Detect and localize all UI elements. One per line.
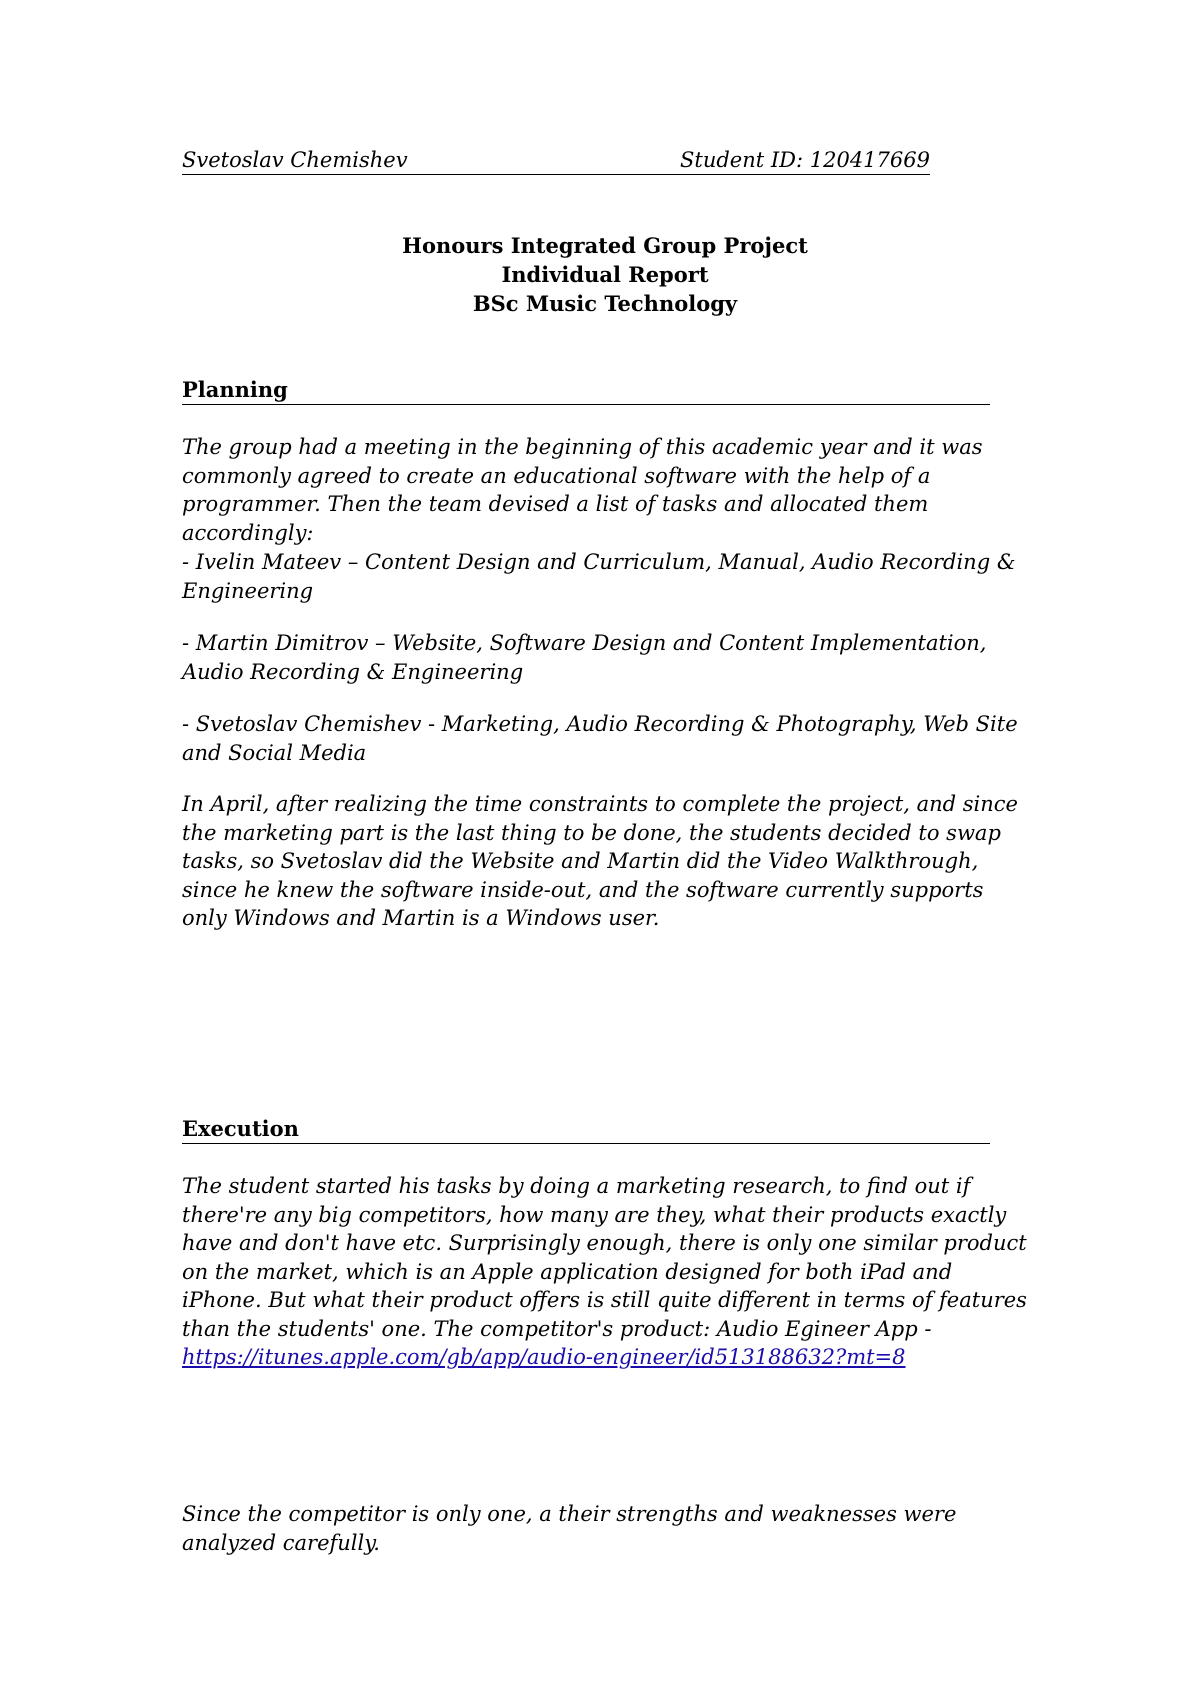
report-title xyxy=(182,231,1028,318)
execution-heading: Execution xyxy=(182,1115,990,1144)
planning-intro: The group had a meeting in the beginning of this academic year and it was commonly agreed to create an educational software with the help of a programmer. Then the team devised a list of tasks and allocated them accordingly: xyxy=(182,435,983,545)
competitor-analysis-paragraph: Since the competitor is only one, a their strengths and weaknesses were analyzed carefully. xyxy=(182,1502,957,1555)
marketing-research-paragraph xyxy=(182,1172,1028,1372)
page-header xyxy=(182,146,930,175)
title-line-project: Honours Integrated Group Project xyxy=(402,233,808,258)
author-name: Svetoslav Chemishev xyxy=(182,148,408,172)
task-ivelin: - Ivelin Mateev – Content Design and Curriculum, Manual, Audio Recording & Engineering xyxy=(182,550,1016,603)
task-swap-paragraph: In April, after realizing the time constraints to complete the project, and since the marketing part is the last thing to be done, the students decided to swap tasks, so Svetoslav did the Website and Martin did the Video Walkthrough, since he knew the software inside-out, and the software currently supports only Windows and Martin is a Windows user. xyxy=(182,792,1018,930)
task-martin: - Martin Dimitrov – Website, Software Design and Content Implementation, Audio Recording & Engineering xyxy=(182,631,987,684)
title-line-degree: BSc Music Technology xyxy=(472,291,738,316)
planning-heading: Planning xyxy=(182,376,990,405)
title-line-report: Individual Report xyxy=(501,262,709,287)
competitor-app-link[interactable]: https://itunes.apple.com/gb/app/audio-engineer/id513188632?mt=8 xyxy=(182,1345,906,1369)
research-text: The student started his tasks by doing a marketing research, to find out if there're any big competitors, how many are they, what their products exactly have and don't have etc. Surprisingly enough, there is only one similar product on the market, which is an Apple application designed for both iPad and iPhone. But what their product offers is still quite different in terms of features than the students' one. The competitor's product: Audio Egineer App - xyxy=(182,1174,1027,1341)
student-id: Student ID: 120417669 xyxy=(680,148,930,172)
task-svetoslav: - Svetoslav Chemishev - Marketing, Audio Recording & Photography, Web Site and Social Media xyxy=(182,712,1018,765)
